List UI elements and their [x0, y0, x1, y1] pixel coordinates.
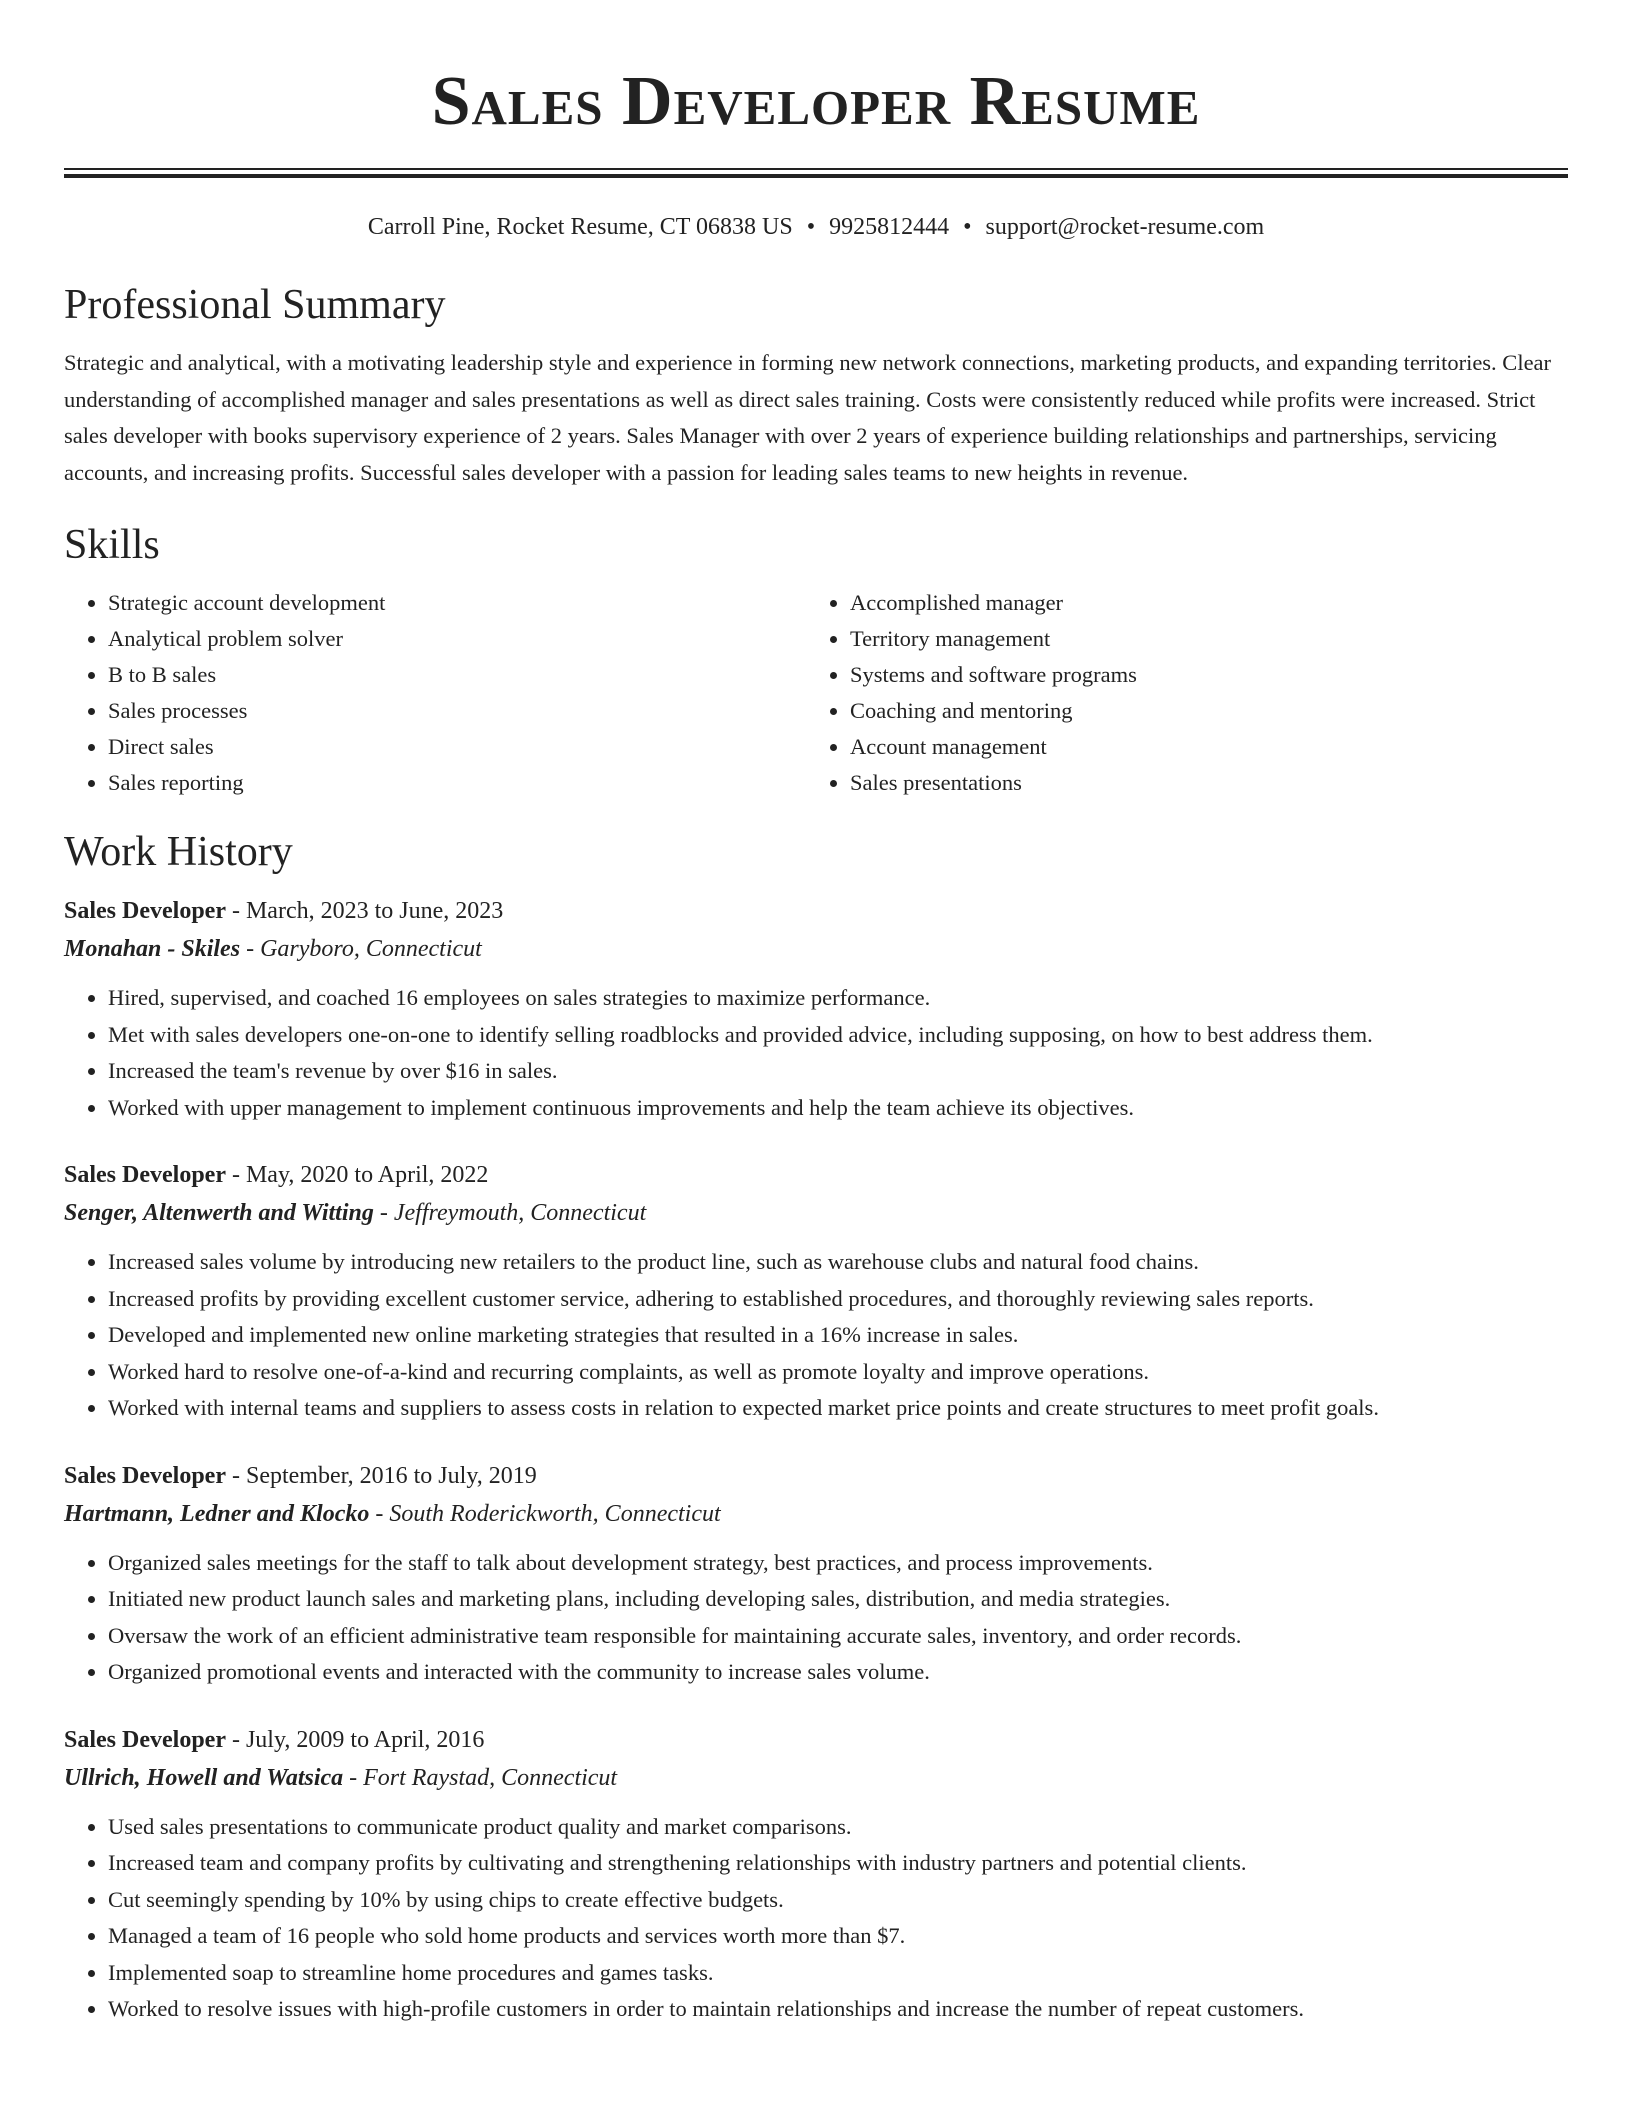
job-duty: • Increased profits by providing excellent customer service, adhering to established procedures, and thoroughly reviewing sales reports.: [108, 1281, 1568, 1318]
job-location: Jeffreymouth, Connecticut: [393, 1200, 647, 1226]
job-duty: • Worked to resolve issues with high-profile customers in order to maintain relationships and increase the number of repeat customers.: [108, 1991, 1568, 2028]
contact-separator: •: [806, 214, 816, 240]
job-entry: [64, 1457, 1568, 1691]
skill-item: • Direct sales: [108, 729, 806, 765]
job-role: Sales Developer: [64, 898, 226, 924]
job-duties: [64, 1809, 1568, 2028]
contact-phone: 9925812444: [829, 214, 950, 240]
skills-heading: Skills: [64, 522, 160, 568]
job-company-line: Monahan - Skiles - Garyboro, Connecticut: [64, 936, 482, 962]
job-dates: July, 2009 to April, 2016: [245, 1726, 485, 1753]
job-location: South Roderickworth, Connecticut: [389, 1500, 721, 1527]
job-duty: • Worked with upper management to implement continuous improvements and help the team achieve its objectives.: [108, 1090, 1568, 1127]
job-entry: [64, 892, 1568, 1126]
work-history-heading: Work History: [64, 829, 293, 875]
job-company: Senger, Altenwerth and Witting: [64, 1200, 374, 1226]
job-title-line: Sales Developer - July, 2009 to April, 2016: [64, 1726, 485, 1753]
job-duty: • Organized sales meetings for the staff to talk about development strategy, best practices, and process improvements.: [108, 1545, 1568, 1582]
job-duties: [64, 1244, 1568, 1427]
job-role: Sales Developer: [64, 1162, 226, 1188]
summary-heading: Professional Summary: [64, 282, 446, 328]
job-duty: • Worked hard to resolve one-of-a-kind and recurring complaints, as well as promote loyalty and improve operations.: [108, 1354, 1568, 1391]
job-company: Monahan - Skiles: [64, 936, 241, 962]
job-duty: • Developed and implemented new online marketing strategies that resulted in a 16% increase in sales.: [108, 1317, 1568, 1354]
job-duty: • Used sales presentations to communicate product quality and market comparisons.: [108, 1809, 1568, 1846]
resume-page: [64, 0, 1568, 2028]
contact-email: support@rocket-resume.com: [985, 214, 1265, 240]
job-dates: March, 2023 to June, 2023: [245, 898, 504, 924]
skill-item: • Coaching and mentoring: [850, 693, 1548, 729]
job-company: Hartmann, Ledner and Klocko: [64, 1500, 370, 1527]
contact-separator: •: [963, 214, 972, 240]
skills-list: [64, 585, 1568, 801]
skill-item: • B to B sales: [108, 657, 806, 693]
job-duty: • Met with sales developers one-on-one to identify selling roadblocks and provided advice, including supposing, on how to best address them.: [108, 1017, 1568, 1054]
resume-title: Sales Developer Resume: [431, 63, 1201, 140]
job-duty: • Increased sales volume by introducing new retailers to the product line, such as warehouse clubs and natural food chains.: [108, 1244, 1568, 1281]
job-duty: • Initiated new product launch sales and marketing plans, including developing sales, distribution, and media strategies.: [108, 1581, 1568, 1618]
job-location: Fort Raystad, Connecticut: [363, 1764, 618, 1791]
job-dates: September, 2016 to July, 2019: [245, 1462, 537, 1489]
skill-item: • Strategic account development: [108, 585, 806, 621]
job-duty: • Oversaw the work of an efficient administrative team responsible for maintaining accurate sales, inventory, and order records.: [108, 1618, 1568, 1655]
title-divider: [64, 168, 1568, 178]
job-duty: • Increased the team's revenue by over $16 in sales.: [108, 1053, 1568, 1090]
job-company: Ullrich, Howell and Watsica: [64, 1764, 344, 1791]
job-location: Garyboro, Connecticut: [260, 936, 482, 962]
skills-column-left: [64, 585, 806, 801]
contact-address: Carroll Pine, Rocket Resume, CT 06838 US: [367, 214, 793, 240]
skill-item: • Sales processes: [108, 693, 806, 729]
job-title-line: Sales Developer - May, 2020 to April, 2022: [64, 1162, 489, 1188]
job-duty: • Hired, supervised, and coached 16 employees on sales strategies to maximize performance.: [108, 980, 1568, 1017]
job-title-line: Sales Developer - September, 2016 to July, 2019: [64, 1462, 537, 1489]
job-role: Sales Developer: [64, 1462, 226, 1489]
skill-item: • Account management: [850, 729, 1548, 765]
job-title-line: Sales Developer - March, 2023 to June, 2023: [64, 898, 504, 924]
skill-item: • Systems and software programs: [850, 657, 1548, 693]
skill-item: • Sales reporting: [108, 765, 806, 801]
skill-item: • Analytical problem solver: [108, 621, 806, 657]
job-company-line: Ullrich, Howell and Watsica - Fort Raystad, Connecticut: [64, 1764, 618, 1791]
job-entry: [64, 1156, 1568, 1427]
skills-column-right: [806, 585, 1548, 801]
job-duty: • Implemented soap to streamline home procedures and games tasks.: [108, 1955, 1568, 1992]
job-company-line: Senger, Altenwerth and Witting - Jeffreymouth, Connecticut: [64, 1200, 647, 1226]
job-duties: [64, 980, 1568, 1126]
job-duty: • Managed a team of 16 people who sold home products and services worth more than $7.: [108, 1918, 1568, 1955]
job-entry: [64, 1721, 1568, 2028]
job-duty: • Worked with internal teams and suppliers to assess costs in relation to expected market price points and create structures to meet profit goals.: [108, 1390, 1568, 1427]
job-company-line: Hartmann, Ledner and Klocko - South Roderickworth, Connecticut: [64, 1500, 721, 1527]
skill-item: • Sales presentations: [850, 765, 1548, 801]
skill-item: • Accomplished manager: [850, 585, 1548, 621]
contact-line: [64, 212, 1568, 242]
job-duty: • Organized promotional events and interacted with the community to increase sales volume.: [108, 1654, 1568, 1691]
job-duty: • Cut seemingly spending by 10% by using chips to create effective budgets.: [108, 1882, 1568, 1919]
summary-text: Strategic and analytical, with a motivating leadership style and experience in forming new network connections, marketing products, and expanding territories. Clear understanding of accomplished manager and sales presentations as well as direct sales training. Costs were consistently reduced while profits were increased. Strict sales developer with books supervisory experience of 2 years. Sales Manager with over 2 years of experience building relationships and partnerships, servicing accounts, and increasing profits. Successful sales developer with a passion for leading sales teams to new heights in revenue.: [64, 350, 1552, 485]
job-dates: May, 2020 to April, 2022: [245, 1162, 489, 1188]
job-duties: [64, 1545, 1568, 1691]
job-duty: • Increased team and company profits by cultivating and strengthening relationships with industry partners and potential clients.: [108, 1845, 1568, 1882]
job-role: Sales Developer: [64, 1726, 226, 1753]
skill-item: • Territory management: [850, 621, 1548, 657]
